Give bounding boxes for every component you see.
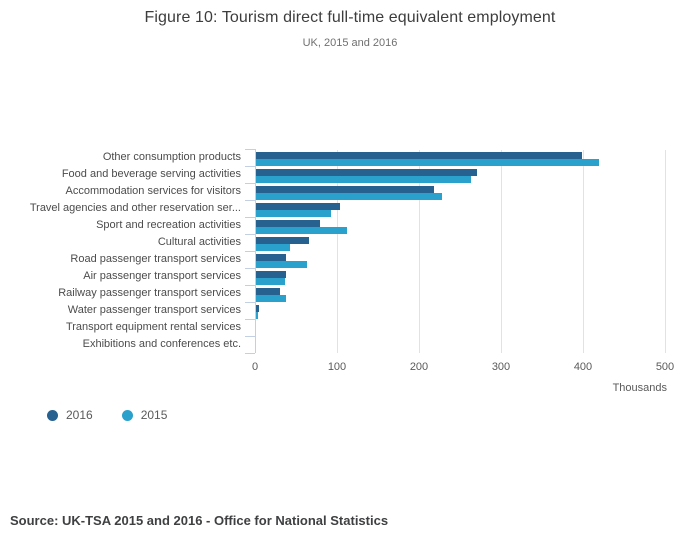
bar-2015[interactable] <box>256 295 286 302</box>
legend <box>47 408 167 422</box>
bar-2016[interactable] <box>256 271 286 278</box>
bar-2015[interactable] <box>256 176 471 183</box>
chart-row <box>0 217 700 234</box>
legend-item-2016[interactable] <box>47 408 93 422</box>
bar-2016[interactable] <box>256 186 434 193</box>
bar-2016[interactable] <box>256 203 340 210</box>
chart-subtitle: UK, 2015 and 2016 <box>302 37 398 49</box>
bar-2016[interactable] <box>256 169 477 176</box>
x-tick-label: 100 <box>327 361 347 373</box>
bar-2016[interactable] <box>256 254 286 261</box>
bar-2016[interactable] <box>256 305 259 312</box>
chart-row <box>0 251 700 268</box>
x-tick-label: 300 <box>491 361 511 373</box>
bar-2015[interactable] <box>256 278 285 285</box>
category-label: Air passenger transport services <box>83 270 241 282</box>
chart-row <box>0 200 700 217</box>
bar-2015[interactable] <box>256 261 307 268</box>
category-label: Sport and recreation activities <box>96 219 241 231</box>
category-label: Travel agencies and other reservation ser... <box>29 202 241 214</box>
chart-row <box>0 268 700 285</box>
x-tick-label: 500 <box>655 361 675 373</box>
plot-area <box>0 149 700 394</box>
category-label: Accommodation services for visitors <box>65 185 241 197</box>
bar-2016[interactable] <box>256 237 309 244</box>
category-label: Railway passenger transport services <box>58 287 241 299</box>
chart-row <box>0 336 700 353</box>
legend-swatch-2016-icon <box>47 410 58 421</box>
bar-2016[interactable] <box>256 288 280 295</box>
x-tick-label: 200 <box>409 361 429 373</box>
chart-row <box>0 302 700 319</box>
x-tick-label: 400 <box>573 361 593 373</box>
x-axis-unit-label: Thousands <box>612 382 667 394</box>
legend-label-2016: 2016 <box>66 408 93 422</box>
legend-item-2015[interactable] <box>122 408 168 422</box>
category-label: Transport equipment rental services <box>65 321 241 333</box>
legend-swatch-2015-icon <box>122 410 133 421</box>
x-tick-label: 0 <box>251 361 259 373</box>
chart-row <box>0 285 700 302</box>
bar-2016[interactable] <box>256 220 320 227</box>
chart-row <box>0 149 700 166</box>
source-text: Source: UK-TSA 2015 and 2016 - Office for National Statistics <box>10 513 389 528</box>
category-label: Road passenger transport services <box>70 253 241 265</box>
bar-2015[interactable] <box>256 210 331 217</box>
bar-2015[interactable] <box>256 159 599 166</box>
category-label: Water passenger transport services <box>67 304 241 316</box>
bar-2015[interactable] <box>256 227 347 234</box>
category-label: Cultural activities <box>157 236 241 248</box>
y-axis-tick <box>245 353 255 354</box>
bar-2015[interactable] <box>256 244 290 251</box>
bar-2016[interactable] <box>256 152 582 159</box>
chart-row <box>0 234 700 251</box>
bar-2015[interactable] <box>256 312 258 319</box>
category-label: Other consumption products <box>102 151 241 163</box>
bar-2015[interactable] <box>256 193 442 200</box>
legend-label-2015: 2015 <box>140 408 168 422</box>
category-label: Exhibitions and conferences etc. <box>82 338 241 350</box>
chart-row <box>0 183 700 200</box>
chart-row <box>0 319 700 336</box>
category-label: Food and beverage serving activities <box>61 168 241 180</box>
chart-row <box>0 166 700 183</box>
chart-title: Figure 10: Tourism direct full-time equivalent employment <box>144 9 556 26</box>
